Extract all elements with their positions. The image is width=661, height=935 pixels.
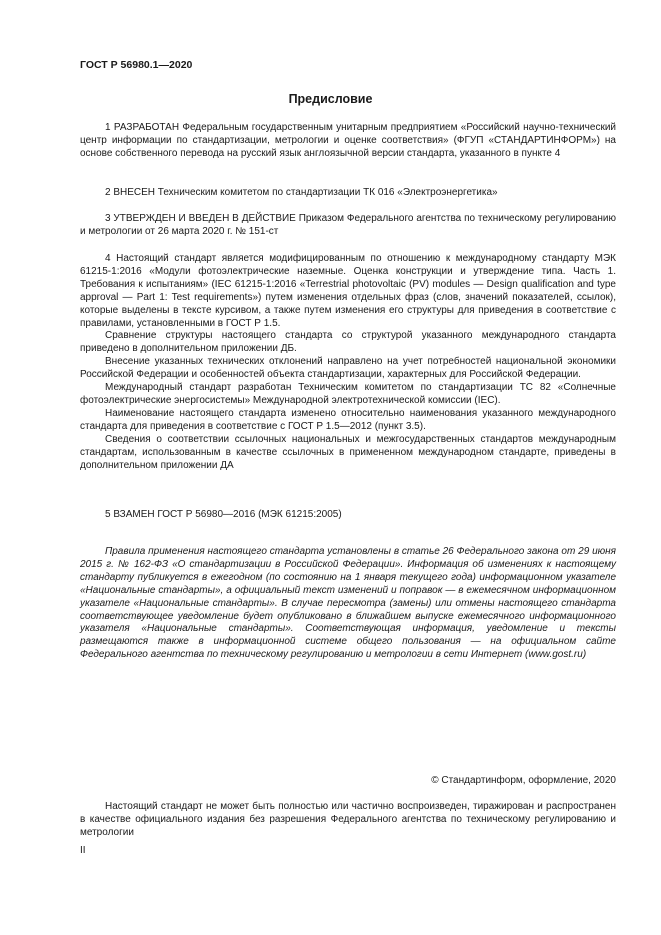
item-4-block <box>80 253 616 472</box>
item-1: 1 РАЗРАБОТАН Федеральным государственным унитарным предприятием «Российский научно-технический центр информации по стандартизации, метрологии и оценке соответствия» (ФГУП «СТАНДАРТИНФОРМ») на основе собственного перевода на русский язык англоязычной версии стандарта, указанного в пункте 4 <box>80 122 616 159</box>
item-2: 2 ВНЕСЕН Техническим комитетом по стандартизации ТК 016 «Электроэнергетика» <box>105 187 498 198</box>
item-5-block <box>80 509 616 522</box>
reproduction-notice-block <box>80 801 616 840</box>
page-title: Предисловие <box>288 92 373 106</box>
item-4-deviations: Внесение указанных технических отклонений направлено на учет потребностей национальной экономики Российской Федерации и особенностей объекта стандартизации, характерных для Российской Федерации. <box>80 356 616 381</box>
item-3: 3 УТВЕРЖДЕН И ВВЕДЕН В ДЕЙСТВИЕ Приказом Федерального агентства по техническому регулированию и метрологии от 26 марта 2020 г. № 151-ст <box>80 213 616 237</box>
copyright: © Стандартинформ, оформление, 2020 <box>431 775 616 786</box>
item-4-title-change: Наименование настоящего стандарта изменено относительно наименования указанного международного стандарта для приведения в соответствие с ГОСТ Р 1.5—2012 (пункт 3.5). <box>80 407 616 432</box>
rules-notice-block <box>80 546 616 662</box>
item-3-block <box>80 213 616 239</box>
item-4: 4 Настоящий стандарт является модифицированным по отношению к международному стандарту МЭК 61215-1:2016 «Модули фотоэлектрические наземные. Оценка конструкции и утверждение типа. Часть 1. Требования к испытаниям» (IEC 61215-1:2016 «Terrestrial photovoltaic (PV) modules — Design qualification and type approval — Part 1: Test requirements») путем изменения отдельных фраз (слов, значений показателей, ссылок), которые выделены в тексте курсивом, а также путем изменения его структуры для приведения в соответствие с правилами, установленными в ГОСТ Р 1.5. <box>80 253 616 329</box>
item-4-committee: Международный стандарт разработан Техническим комитетом по стандартизации ТС 82 «Солнечные фотоэлектрические энергосистемы» Международной электротехнической комиссии (IEC). <box>80 382 616 406</box>
rules-notice: Правила применения настоящего стандарта установлены в статье 26 Федерального закона от 29 июня 2015 г. № 162-ФЗ «О стандартизации в Российской Федерации». Информация об изменениях к настоящему стандарту публикуется в ежегодном (по состоянию на 1 января текущего года) информационном указателе «Национальные стандарты», а официальный текст изменений и поправок — в ежемесячном информационном указателе «Национальные стандарты». В случае пересмотра (замены) или отмены настоящего стандарта соответствующее уведомление будет опубликовано в ближайшем выпуске ежемесячного информационного указателя «Национальные стандарты». Соответствующая информация, уведомление и тексты размещаются также в информационной системе общего пользования — на официальном сайте Федерального агентства по техническому регулированию и метрологии в сети Интернет (www.gost.ru) <box>80 546 616 661</box>
item-4-comparison: Сравнение структуры настоящего стандарта со структурой указанного международного стандарта приведено в дополнительном приложении ДБ. <box>80 330 616 355</box>
item-5: 5 ВЗАМЕН ГОСТ Р 56980—2016 (МЭК 61215:2005) <box>105 509 342 520</box>
item-4-references: Сведения о соответствии ссылочных национальных и межгосударственных стандартов международным стандартам, использованным в качестве ссылочных в примененном международном стандарте, приведены в дополнительном приложении ДА <box>80 433 616 471</box>
item-2-block <box>80 187 616 200</box>
document-code: ГОСТ Р 56980.1—2020 <box>80 59 193 71</box>
item-1-block <box>80 122 616 161</box>
page-number: II <box>80 845 86 856</box>
reproduction-notice: Настоящий стандарт не может быть полностью или частично воспроизведен, тиражирован и распространен в качестве официального издания без разрешения Федерального агентства по техническому регулированию и метрологии <box>80 801 616 838</box>
